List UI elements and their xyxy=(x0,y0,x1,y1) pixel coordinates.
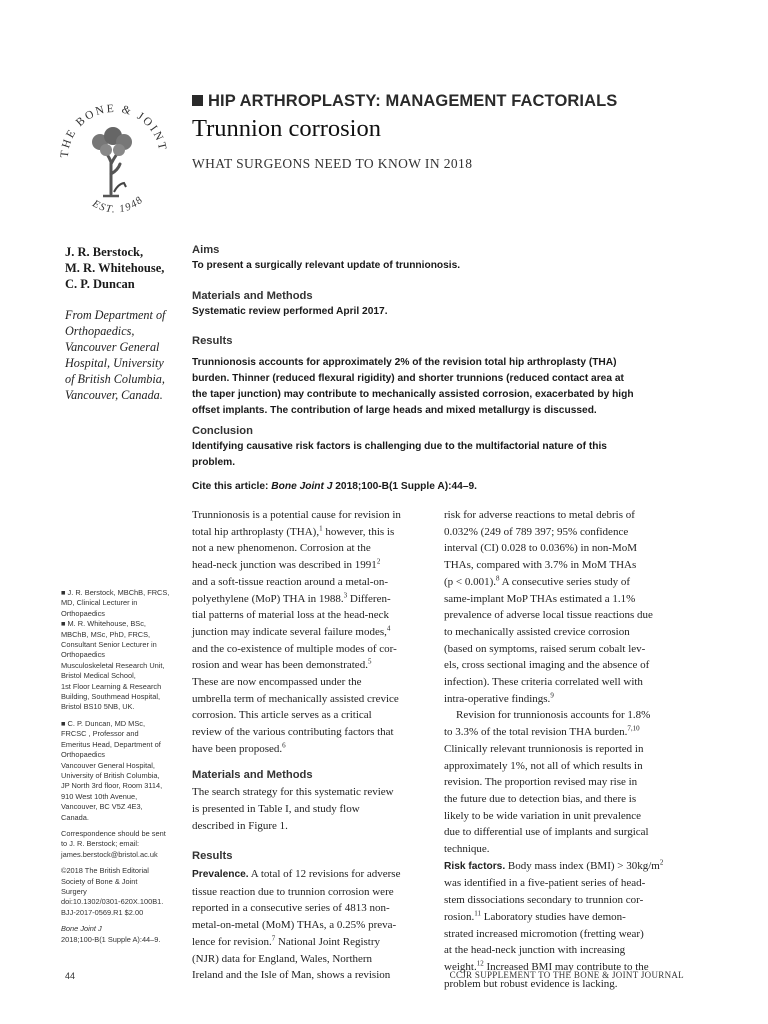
page-number: 44 xyxy=(65,971,76,981)
abstract-heading-methods: Materials and Methods xyxy=(192,290,313,302)
abstract-heading-aims: Aims xyxy=(192,244,220,256)
author: J. R. Berstock, xyxy=(65,245,144,259)
author: M. R. Whitehouse, xyxy=(65,261,165,275)
revision-paragraph: Revision for trunnionosis accounts for 1.8% to 3.3% of the total revision THA burden.$^{7,10}$ Clinically relevant trunnionosis is reported in approximately 1%, not all of which results in revision. The proportion revised may rise in the future due to detection bias, and there is likely to be wide variation in unit prevalence due to differential use of implants and surgical technique. xyxy=(444,709,651,856)
logo-est-text: EST. 1948 xyxy=(90,194,146,216)
prevalence-paragraph: Prevalence. A total of 12 revisions for adverse tissue reaction due to trunnion corrosion were reported in a consecutive series of 4813 non- metal-on-metal (MoM) THAs, a 0.25% preva- lence for revision.$^7$ National Joint Registry (NJR) data for England, Wales, Northern Ireland and the Isle of Man, shows a revision xyxy=(192,868,401,982)
tree-icon xyxy=(56,84,172,224)
body-column-left xyxy=(192,507,424,984)
author-credentials: ■ J. R. Berstock, MBChB, FRCS, MD, Clinical Lecturer in Orthopaedics ■ M. R. Whitehouse, BSc, MBChB, MSc, PhD, FRCS, Consultant Senior Lecturer in Orthopaedics Musculoskeletal Research Unit, Bristol Medical School, 1st Floor Learning & Research Building, Southmead Hospital, Bristol BS10 5NB, UK. xyxy=(61,588,170,712)
prevalence-continued: risk for adverse reactions to metal debris of 0.032% (249 of 789 397; 95% confidence interval (CI) 0.028 to 0.036%) in non-MoM THAs, compared with 3.7% in MoM THAs (p < 0.001).$^8$ A consecutive series study of same-implant MoP THAs estimated a 1.1% prevalence of adverse local tissue reactions due to mechanically assisted crevice corrosion (based on symptoms, raised serum cobalt lev- els, cross sectional imaging and the absence of infection). These criteria correlated well with intra-operative findings.$^9$ xyxy=(444,509,653,705)
author: C. P. Duncan xyxy=(65,277,135,291)
cite-this-article: Cite this article: Bone Joint J 2018;100-B(1 Supple A):44–9. xyxy=(192,481,477,492)
abstract-aims: To present a surgically relevant update of trunnionosis. xyxy=(192,260,461,271)
running-footer: CCJR SUPPLEMENT TO THE BONE & JOINT JOURNAL xyxy=(449,970,684,980)
section-heading: HIP ARTHROPLASTY: MANAGEMENT FACTORIALS xyxy=(192,92,617,111)
square-bullet-icon xyxy=(192,95,203,106)
author-notes xyxy=(61,588,179,951)
article-subtitle: WHAT SURGEONS NEED TO KNOW IN 2018 xyxy=(192,156,473,171)
risk-factors-paragraph: Risk factors. Body mass index $(BMI) > 30kg/m^2$ was identified in a five-patient series of head- stem dissociations secondary to trunnion cor- rosion.$^{11}$ Laboratory studies have demon- strated increased micromotion (fretting wear) at the head-neck junction with increasing weight.$^{12}$ Increased BMI may contribute to the problem but robust evidence is lacking. xyxy=(444,858,664,990)
article-title: Trunnion corrosion xyxy=(192,115,381,142)
abstract-heading-results: Results xyxy=(192,335,233,347)
abstract-methods: Systematic review performed April 2017. xyxy=(192,306,388,317)
heading-materials-methods: Materials and Methods xyxy=(192,768,313,781)
methods-paragraph: The search strategy for this systematic review is presented in Table I, and study flow described in Figure 1. xyxy=(192,786,394,832)
body-column-right xyxy=(444,507,676,992)
logo-ring-text: THE BONE & JOINT xyxy=(58,102,169,159)
abstract-heading-conclusion: Conclusion xyxy=(192,425,253,437)
copyright: ©2018 The British Editorial Society of Bone & Joint Surgery doi:10.1302/0301-620X.100B1. BJJ-2017-0569.R1 $2.00 xyxy=(61,866,164,917)
author-list xyxy=(65,244,164,292)
journal-reference: Bone Joint J 2018;100-B(1 Supple A):44–9. xyxy=(61,924,161,944)
affiliation: From Department of Orthopaedics, Vancouver General Hospital, University of British Columbia, Vancouver, Canada. xyxy=(65,308,166,402)
intro-paragraph: Trunnionosis is a potential cause for revision in total hip arthroplasty (THA),$^1$ however, this is not a new phenomenon. Corrosion at the head-neck junction was described in 1991$^2$ and a soft-tissue reaction around a metal-on- polyethylene (MoP) THA in 1988.$^3$ Differen- tial patterns of material loss at the head-neck junction may indicate several failure modes,$^4$ and the co-existence of multiple modes of cor- rosion and wear has been demonstrated.$^5$ These are now encompassed under the umbrella term of mechanically assisted crevice corrosion. This article serves as a critical review of the various contributing factors that have been proposed.$^6$ xyxy=(192,509,401,755)
author-credentials: ■ C. P. Duncan, MD MSc, FRCSC , Professor and Emeritus Head, Department of Orthopaedics Vancouver General Hospital, University of British Columbia, JP North 3rd floor, Room 3114, 910 West 10th Avenue, Vancouver, BC V5Z 4E3, Canada. xyxy=(61,718,163,822)
abstract-results: Trunnionosis accounts for approximately 2% of the revision total hip arthroplasty (THA) burden. Thinner (reduced flexural rigidity) and shorter trunnions (reduced contact area at the taper junction) may contribute to mechanically assisted corrosion, exacerbated by high offset implants. The contribution of large heads and mixed metallurgy is discussed. xyxy=(192,357,634,416)
journal-logo xyxy=(56,84,172,224)
abstract-conclusion: Identifying causative risk factors is challenging due to the multifactorial nature of this problem. xyxy=(192,441,607,468)
correspondence: Correspondence should be sent to J. R. Berstock; email: james.berstock@bristol.ac.uk xyxy=(61,828,166,859)
heading-results: Results xyxy=(192,850,233,863)
